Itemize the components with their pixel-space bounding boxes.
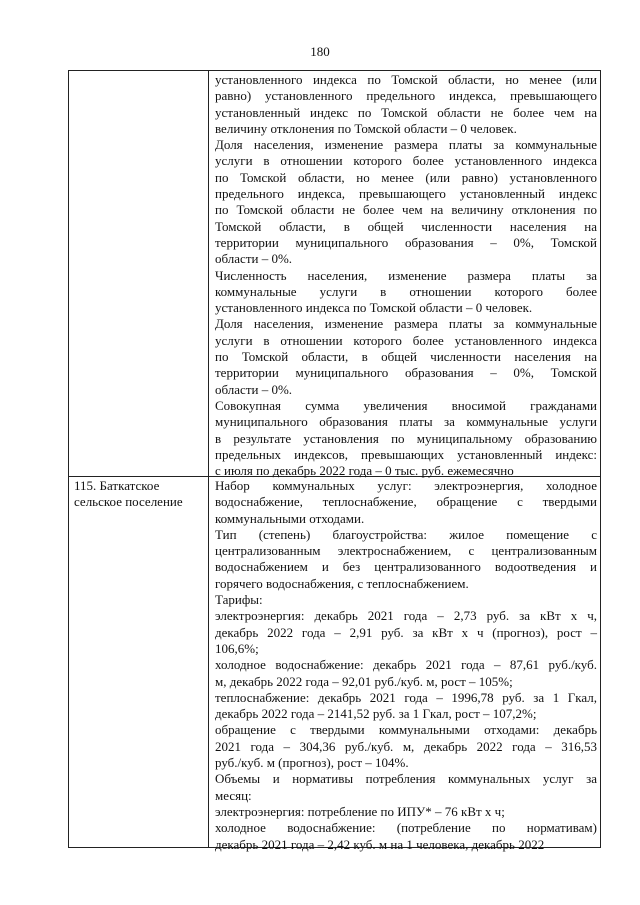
text-line: по Томской области не более чем на величину отклонения по: [215, 202, 597, 218]
text-line: декабрь 2021 года – 2,42 куб. м на 1 человека, декабрь 2022: [215, 836, 545, 852]
text-line: территории муниципального образования – 0%, Томской: [215, 365, 597, 381]
text-line: электроэнергия: декабрь 2021 года – 2,73 руб. за кВт х ч,: [215, 608, 597, 624]
text-line: декабрь 2022 года – 2141,52 руб. за 1 Гкал, рост – 107,2%;: [215, 706, 537, 722]
paragraph: [215, 268, 597, 317]
municipality-name-cell: [74, 478, 204, 511]
text-line: обращение с твердыми коммунальными отходами: декабрь: [215, 722, 597, 738]
text-line: коммунальные услуги в отношении которого более: [215, 283, 597, 299]
text-line: области – 0%.: [215, 381, 293, 397]
paragraph: [215, 804, 597, 820]
text-line: муниципального образования платы за коммунальные услуги: [215, 414, 597, 430]
municipality-description-cell: [215, 478, 597, 853]
text-line: Объемы и нормативы потребления коммунальных услуг за: [215, 771, 597, 787]
text-line: водоснабжение, теплоснабжение, обращение с твердыми: [215, 494, 597, 510]
text-line: холодное водоснабжение: (потребление по нормативам): [215, 820, 597, 836]
text-line: величину отклонения по Томской области – 0 человек.: [215, 120, 517, 136]
text-line: установленного индекса по Томской области, но менее (или: [215, 72, 597, 87]
text-line: в результате установления по муниципальному образованию: [215, 430, 597, 446]
text-line: электроэнергия: потребление по ИПУ* – 76 кВт х ч;: [215, 803, 505, 819]
text-line: Томской области, в общей численности населения на: [215, 218, 597, 234]
paragraph: [215, 722, 597, 771]
paragraph: [215, 316, 597, 397]
text-line: холодное водоснабжение: декабрь 2021 года – 87,61 руб./куб.: [215, 657, 597, 673]
text-line: установленный индекс по Томской области не более чем на: [215, 104, 597, 120]
paragraph: [215, 657, 597, 690]
text-line: горячего водоснабжения, с теплоснабжением.: [215, 575, 469, 591]
text-line: услуги в отношении которого более установленного индекса: [215, 332, 597, 348]
text-line: Доля населения, изменение размера платы за коммунальные: [215, 316, 597, 332]
paragraph: [215, 72, 597, 137]
text-line: Набор коммунальных услуг: электроэнергия, холодное: [215, 478, 597, 493]
paragraph: [215, 820, 597, 853]
text-line: предельных индексов, превышающих установленный индекс:: [215, 446, 597, 462]
paragraph: [215, 478, 597, 527]
continued-description-cell: [215, 72, 597, 479]
municipality-name-line: сельское поселение: [74, 494, 183, 510]
text-line: месяц:: [215, 787, 252, 803]
text-line: Тарифы:: [215, 592, 263, 608]
text-line: 2021 года – 304,36 руб./куб. м, декабрь 2022 года – 316,53: [215, 738, 597, 754]
text-line: Доля населения, изменение размера платы за коммунальные: [215, 137, 597, 153]
paragraph: [215, 398, 597, 479]
text-line: теплоснабжение: декабрь 2021 года – 1996,78 руб. за 1 Гкал,: [215, 689, 597, 705]
paragraph: [215, 690, 597, 723]
text-line: водоснабжением и без централизованного водоотведения и: [215, 559, 597, 575]
document-table: [68, 70, 601, 852]
text-line: по Томской области, но менее (или равно) установленного: [215, 169, 597, 185]
text-line: с июля по декабрь 2022 года – 0 тыс. руб. ежемесячно: [215, 463, 514, 479]
text-line: 106,6%;: [215, 640, 259, 656]
column-divider: [208, 71, 209, 847]
text-line: услуги в отношении которого более установленного индекса: [215, 153, 597, 169]
paragraph: [215, 771, 597, 804]
text-line: централизованным электроснабжением, с централизованным: [215, 543, 597, 559]
text-line: по Томской области, в общей численности населения на: [215, 349, 597, 365]
paragraph: [215, 527, 597, 592]
text-line: области – 0%.: [215, 251, 293, 267]
text-line: руб./куб. м (прогноз), рост – 104%.: [215, 755, 409, 771]
text-line: территории муниципального образования – 0%, Томской: [215, 234, 597, 250]
paragraph: [215, 592, 597, 608]
text-line: м, декабрь 2022 года – 92,01 руб./куб. м, рост – 105%;: [215, 673, 513, 689]
text-line: Совокупная сумма увеличения вносимой гражданами: [215, 397, 597, 413]
page-number: 180: [310, 44, 330, 59]
text-line: декабрь 2022 года – 2,91 руб. за кВт х ч (прогноз), рост –: [215, 624, 597, 640]
text-line: установленного индекса по Томской области – 0 человек.: [215, 300, 533, 316]
paragraph: [215, 137, 597, 267]
text-line: равно) установленного предельного индекса, превышающего: [215, 88, 597, 104]
municipality-name-line: 115. Баткатское: [74, 478, 160, 493]
text-line: предельного индекса, превышающего установленный индекс: [215, 186, 597, 202]
text-line: Тип (степень) благоустройства: жилое помещение с: [215, 526, 597, 542]
paragraph: [215, 608, 597, 657]
text-line: коммунальными отходами.: [215, 510, 365, 526]
text-line: Численность населения, изменение размера платы за: [215, 267, 597, 283]
